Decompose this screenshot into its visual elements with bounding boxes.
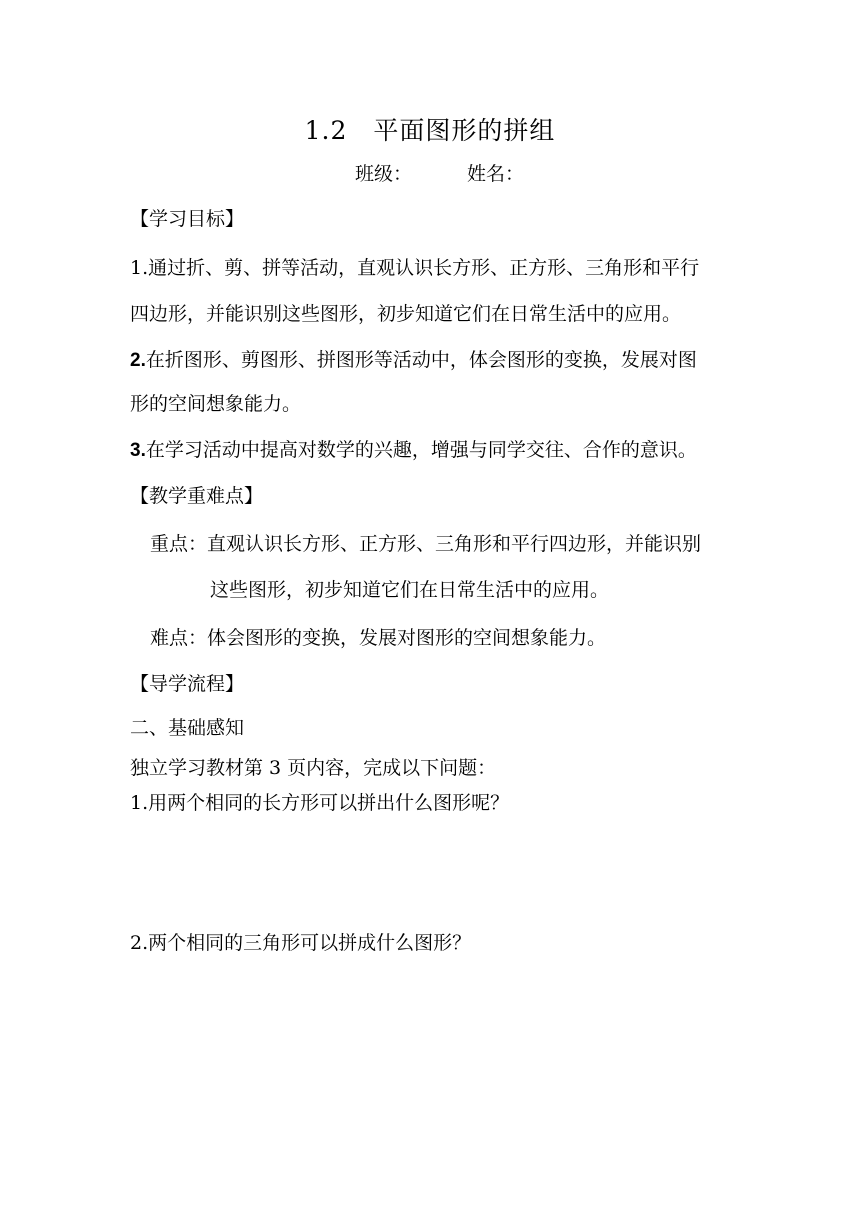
objectives-heading: 【学习目标】 [130, 208, 245, 230]
page-title: 1.2 平面图形的拼组 [304, 116, 556, 145]
answer-space-1 [130, 825, 730, 925]
objective-1-line-2: 四边形，并能识别这些图形，初步知道它们在日常生活中的应用。 [130, 303, 682, 325]
key-points-heading: 【教学重难点】 [130, 485, 264, 507]
question-2: 2.两个相同的三角形可以拼成什么图形？ [130, 932, 472, 954]
difficulty-line: 难点：体会图形的变换，发展对图形的空间想象能力。 [150, 627, 607, 649]
objective-2-text: 在折图形、剪图形、拼图形等活动中，体会图形的变换，发展对图 [145, 349, 697, 371]
focus-line-1: 重点：直观认识长方形、正方形、三角形和平行四边形，并能识别 [150, 533, 702, 555]
objective-1-line-1: 1.通过折、剪、拼等活动，直观认识长方形、正方形、三角形和平行 [130, 257, 700, 279]
objective-3-text: 在学习活动中提高对数学的兴趣，增强与同学交往、合作的意识。 [145, 439, 697, 461]
name-label: 姓名： [467, 163, 525, 185]
instruction-text: 独立学习教材第 3 页内容，完成以下问题： [130, 757, 497, 779]
answer-space-2 [130, 965, 730, 1185]
objective-2-line-2: 形的空间想象能力。 [130, 393, 302, 415]
objective-2-line-1 [130, 348, 697, 373]
process-heading: 【导学流程】 [130, 673, 245, 695]
objective-3-line-1 [130, 438, 697, 463]
class-label: 班级： [355, 163, 413, 185]
section-title: 二、基础感知 [130, 717, 245, 739]
objective-2-number: 2. [130, 350, 146, 371]
objective-3-number: 3. [130, 440, 146, 461]
question-1: 1.用两个相同的长方形可以拼出什么图形呢？ [130, 792, 510, 814]
focus-line-2: 这些图形，初步知道它们在日常生活中的应用。 [210, 579, 610, 601]
